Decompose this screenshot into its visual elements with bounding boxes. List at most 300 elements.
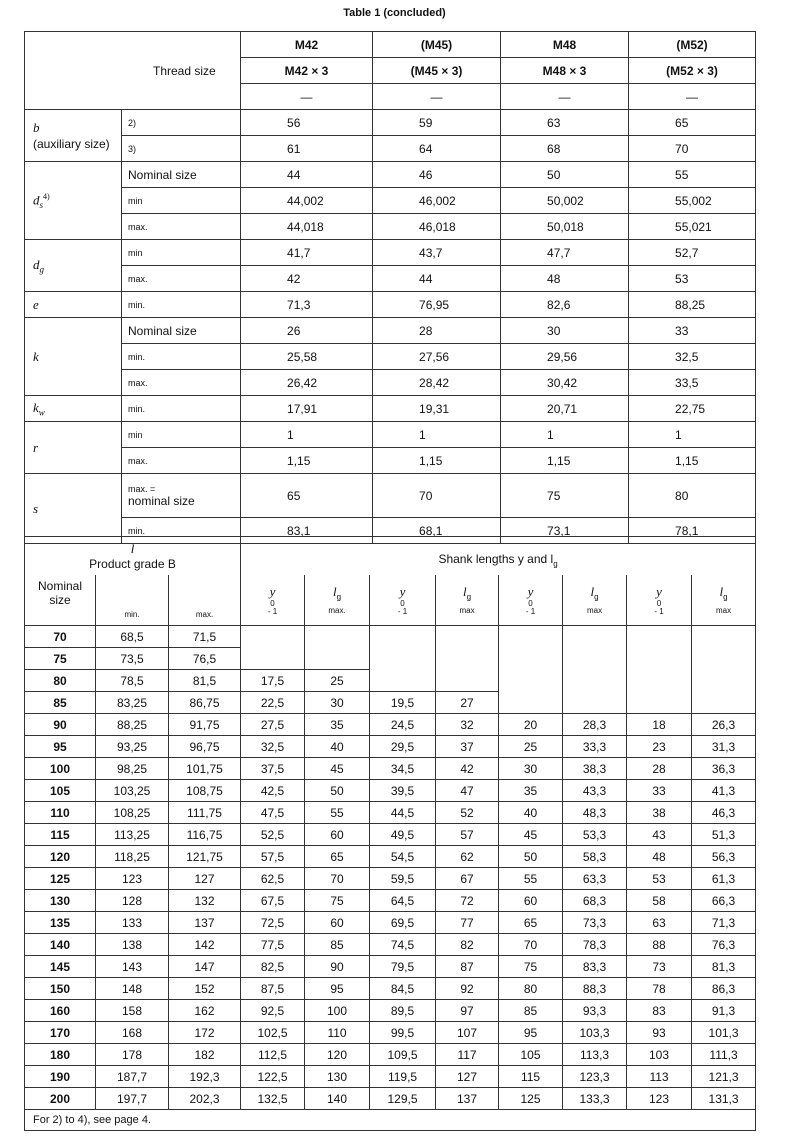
thread-third: —	[430, 89, 443, 104]
empty-cell	[692, 692, 756, 714]
b-row2-value	[629, 110, 756, 136]
lg-max-value	[563, 956, 627, 978]
s-max-value	[501, 474, 629, 518]
row-label: min	[128, 429, 143, 440]
cell-value: 81,3	[711, 959, 736, 974]
cell-value: 34,5	[390, 761, 415, 776]
cell-value: 64	[419, 141, 433, 156]
lg-max-value	[436, 956, 499, 978]
tolerance-lower: - 1	[525, 606, 536, 616]
y-value	[241, 890, 305, 912]
cell-value: 30,42	[547, 375, 578, 390]
row-ds-max	[25, 214, 756, 240]
lg-max-value	[305, 824, 370, 846]
cell-value: 95	[53, 739, 67, 754]
lg-max-value	[436, 978, 499, 1000]
dimensions-table	[24, 31, 756, 544]
cell-value: 70	[523, 937, 538, 952]
y-value	[370, 1022, 436, 1044]
lg-max-value	[563, 934, 627, 956]
lg-max-value	[436, 802, 499, 824]
thread-size-cell	[501, 32, 629, 58]
y-value	[370, 736, 436, 758]
thread-size: (M45)	[420, 37, 453, 52]
cell-value: 20,71	[547, 401, 578, 416]
table-row	[25, 692, 756, 714]
cell-value: 131,3	[708, 1091, 739, 1106]
y-value	[370, 912, 436, 934]
nominal-size-value	[25, 1044, 96, 1066]
cell-value: 46,002	[419, 193, 456, 208]
ds-min-value	[241, 188, 373, 214]
cell-value: 86,3	[711, 981, 736, 996]
symbol: b	[33, 119, 40, 135]
y-value	[499, 868, 563, 890]
y-value	[241, 912, 305, 934]
cell-value: 66,3	[711, 893, 736, 908]
empty-cell	[563, 648, 627, 670]
cell-value: 172	[194, 1025, 215, 1040]
symbol: d	[33, 256, 40, 272]
y-value	[241, 1066, 305, 1088]
length-header-cell	[25, 537, 241, 576]
cell-value: 35	[523, 783, 538, 798]
footnote-ref: 4)	[43, 191, 50, 201]
cell-value: 28	[419, 323, 433, 338]
row-kw-min	[25, 396, 756, 422]
cell-value: 148	[121, 981, 143, 996]
cell-value: 55	[330, 805, 344, 820]
cell-value: 48	[652, 849, 666, 864]
thread-third-cell	[373, 84, 501, 110]
lg-max-value	[436, 1088, 499, 1110]
k-max-value	[373, 370, 501, 396]
nominal-size-value	[25, 758, 96, 780]
length-min-value	[96, 912, 169, 934]
empty-cell	[627, 670, 692, 692]
length-symbol: l	[130, 541, 135, 556]
lg-max-value	[305, 1022, 370, 1044]
cell-value: 101,75	[186, 761, 223, 776]
y-value	[499, 1066, 563, 1088]
cell-value: 50,018	[547, 219, 584, 234]
cell-value: 36,3	[711, 761, 736, 776]
cell-value: 91,3	[711, 1003, 736, 1018]
cell-value: 73,1	[547, 523, 571, 538]
length-max-value	[169, 978, 241, 1000]
cell-value: 56	[287, 115, 301, 130]
ds-max-value	[241, 214, 373, 240]
empty-cell	[436, 648, 499, 670]
nominal-label: Nominal	[37, 579, 82, 593]
cell-value: 40	[523, 805, 538, 820]
cell-value: 182	[194, 1047, 215, 1062]
cell-value: 113,25	[114, 827, 150, 842]
dg-max-value	[373, 266, 501, 292]
cell-value: 85	[53, 695, 67, 710]
cell-value: 79,5	[390, 959, 415, 974]
subheader-note: max	[459, 605, 475, 615]
row-label: max. =	[128, 483, 156, 494]
cell-value: 19,31	[419, 401, 450, 416]
column-label: max.	[195, 610, 214, 619]
cell-value: 61	[287, 141, 301, 156]
cell-value: 76,95	[419, 297, 450, 312]
cell-value: 42	[460, 761, 474, 776]
row-label: min.	[128, 403, 146, 414]
empty-cell	[305, 648, 370, 670]
cell-value: 63	[547, 115, 561, 130]
size-label: size	[49, 593, 71, 607]
footnote-row	[25, 1110, 756, 1131]
cell-value: 160	[49, 1003, 71, 1018]
shank-lengths-table	[24, 536, 756, 1131]
lg-max-value	[305, 714, 370, 736]
cell-value: 30	[523, 761, 538, 776]
cell-value: 130	[49, 893, 71, 908]
nominal-size-value	[25, 714, 96, 736]
table-row	[25, 1066, 756, 1088]
y-value	[241, 978, 305, 1000]
cell-value: 61,3	[711, 871, 736, 886]
cell-value: 33,5	[675, 375, 699, 390]
cell-value: 39,5	[390, 783, 415, 798]
cell-value: 202,3	[189, 1091, 220, 1106]
dg-min-value	[501, 240, 629, 266]
row-dg-max	[25, 266, 756, 292]
thread-pitch-cell	[501, 58, 629, 84]
lg-max-value	[305, 1000, 370, 1022]
cell-value: 98,25	[116, 761, 148, 776]
cell-value: 88	[652, 937, 666, 952]
y-value	[499, 780, 563, 802]
nominal-size-value	[25, 934, 96, 956]
length-max-value	[169, 956, 241, 978]
cell-value: 65	[287, 488, 301, 503]
cell-value: 41,3	[711, 783, 736, 798]
lower-header-row-1	[25, 537, 756, 576]
cell-value: 60	[523, 893, 538, 908]
empty-cell	[436, 670, 499, 692]
cell-value: 57	[460, 827, 474, 842]
row-label: 3)	[128, 143, 137, 154]
cell-value: 33,3	[582, 739, 607, 754]
length-max-value	[169, 1000, 241, 1022]
y-value	[370, 758, 436, 780]
cell-value: 50	[523, 849, 538, 864]
cell-value: 168	[121, 1025, 143, 1040]
cell-value: 89,5	[390, 1003, 415, 1018]
cell-value: 111,75	[187, 805, 222, 820]
dg-min-value	[373, 240, 501, 266]
cell-value: 113,3	[579, 1047, 610, 1062]
cell-value: 60	[330, 827, 344, 842]
row-label: nominal size	[128, 493, 195, 508]
subheader-note: max	[715, 605, 732, 615]
cell-value: 47,5	[260, 805, 285, 820]
thread-size-cell	[629, 32, 756, 58]
cell-value: 127	[194, 871, 215, 886]
y-value	[499, 802, 563, 824]
lg-max-value	[436, 1000, 499, 1022]
nominal-size-value	[25, 1000, 96, 1022]
cell-value: 140	[327, 1091, 348, 1106]
subheader-symbol: y	[656, 583, 662, 599]
lower-header-row-2	[25, 575, 756, 626]
lg-max-value	[563, 714, 627, 736]
y-value	[241, 692, 305, 714]
empty-cell	[627, 692, 692, 714]
cell-value: 82,6	[547, 297, 571, 312]
cell-value: 78,1	[675, 523, 699, 538]
y-value	[627, 758, 692, 780]
cell-value: 103	[649, 1047, 670, 1062]
cell-value: 53,3	[582, 827, 607, 842]
cell-value: 122,5	[257, 1069, 288, 1084]
cell-value: 26,3	[711, 717, 736, 732]
param-ds-cell	[25, 162, 122, 240]
cell-value: 75	[523, 959, 538, 974]
empty-cell	[499, 692, 563, 714]
symbol: d	[33, 191, 40, 207]
subheader-note: max.	[328, 605, 346, 615]
length-max-value	[169, 890, 241, 912]
cell-value: 46,018	[419, 219, 456, 234]
table-row	[25, 648, 756, 670]
shank-lengths-label: Shank lengths y and l	[438, 551, 554, 566]
cell-value: 71,3	[287, 297, 311, 312]
length-min-value	[96, 692, 169, 714]
subheader-subscript: g	[466, 592, 472, 602]
cell-value: 33	[652, 783, 666, 798]
lg-max-value	[692, 956, 756, 978]
lg-max-value	[305, 758, 370, 780]
cell-value: 127	[457, 1069, 478, 1084]
lg-max-value	[305, 1088, 370, 1110]
cell-value: 117	[457, 1047, 477, 1062]
lg-max-value	[563, 758, 627, 780]
cell-value: 82,5	[260, 959, 285, 974]
length-min-value	[96, 1044, 169, 1066]
cell-value: 50	[330, 783, 344, 798]
k-nominal-value	[241, 318, 373, 344]
cell-value: 58,3	[582, 849, 607, 864]
cell-value: 52,5	[260, 827, 285, 842]
y-value	[627, 868, 692, 890]
r-min-value	[241, 422, 373, 448]
y-value	[370, 890, 436, 912]
y-value	[370, 780, 436, 802]
length-min-value	[96, 1066, 169, 1088]
param-kw-cell	[25, 396, 122, 422]
row-label: max.	[128, 273, 148, 284]
row-ds-min	[25, 188, 756, 214]
nominal-size-value	[25, 736, 96, 758]
r-max-value	[501, 448, 629, 474]
cell-value: 190	[49, 1069, 71, 1084]
cell-value: 37	[460, 739, 474, 754]
cell-value: 110	[50, 805, 70, 820]
cell-value: 58	[652, 893, 666, 908]
cell-value: 68,1	[419, 523, 443, 538]
symbol: s	[33, 500, 39, 516]
cell-value: 96,75	[189, 739, 220, 754]
empty-cell	[627, 626, 692, 648]
k-max-value	[241, 370, 373, 396]
y-value	[241, 736, 305, 758]
lg-max-value	[563, 1022, 627, 1044]
lg-max-value	[436, 736, 499, 758]
y-value	[370, 956, 436, 978]
empty-cell	[305, 626, 370, 648]
cell-value: 41,7	[287, 245, 311, 260]
lg-max-value	[305, 780, 370, 802]
length-min-value	[96, 714, 169, 736]
empty-cell	[627, 648, 692, 670]
row-r-min	[25, 422, 756, 448]
thread-size-cell	[373, 32, 501, 58]
y-value	[241, 1044, 305, 1066]
table-row	[25, 670, 756, 692]
thread-third-cell	[629, 84, 756, 110]
cell-value: 45	[523, 827, 538, 842]
cell-value: 121,75	[186, 849, 223, 864]
lg-max-value	[436, 714, 499, 736]
cell-value: 24,5	[390, 717, 415, 732]
cell-value: 20	[523, 717, 538, 732]
cell-value: 55	[523, 871, 538, 886]
empty-cell	[499, 670, 563, 692]
lg-max-value	[305, 802, 370, 824]
cell-value: 75	[547, 488, 561, 503]
cell-value: 69,5	[390, 915, 415, 930]
cell-value: 55,002	[675, 193, 712, 208]
footnote-text: For 2) to 4), see page 4.	[33, 1114, 152, 1126]
cell-value: 70	[53, 629, 67, 644]
cell-value: 68	[547, 141, 561, 156]
shank-subheader-3	[436, 575, 499, 626]
cell-value: 55,021	[675, 219, 712, 234]
lg-max-value	[692, 1000, 756, 1022]
cell-value: 123	[649, 1091, 670, 1106]
cell-value: 100	[49, 761, 71, 776]
cell-value: 192,3	[189, 1069, 220, 1084]
empty-cell	[370, 626, 436, 648]
cell-value: 83,1	[287, 523, 311, 538]
cell-value: 73,3	[582, 915, 607, 930]
y-value	[370, 1088, 436, 1110]
ds-nominal-value	[373, 162, 501, 188]
cell-value: 88,3	[582, 981, 607, 996]
cell-value: 85	[330, 937, 344, 952]
e-min-value	[501, 292, 629, 318]
cell-value: 70	[330, 871, 344, 886]
y-value	[370, 1066, 436, 1088]
symbol: k	[33, 348, 39, 364]
cell-value: 97	[460, 1003, 474, 1018]
nominal-size-value	[25, 1088, 96, 1110]
row-e-min	[25, 292, 756, 318]
y-value	[627, 1044, 692, 1066]
cell-value: 116,75	[186, 827, 223, 842]
cell-value: 59	[419, 115, 433, 130]
length-max-value	[169, 670, 241, 692]
cell-value: 44	[419, 271, 433, 286]
cell-value: 42,5	[260, 783, 285, 798]
cell-value: 77	[460, 915, 474, 930]
ds-min-value	[629, 188, 756, 214]
cell-value: 88,25	[675, 297, 706, 312]
y-value	[241, 956, 305, 978]
row-r-max	[25, 448, 756, 474]
dg-min-label-cell	[122, 240, 241, 266]
cell-value: 100	[327, 1003, 348, 1018]
r-max-value	[241, 448, 373, 474]
length-min-value	[96, 780, 169, 802]
cell-value: 128	[121, 893, 143, 908]
shank-subheader-5	[563, 575, 627, 626]
s-max-value	[241, 474, 373, 518]
y-value	[241, 670, 305, 692]
k-nominal-value	[629, 318, 756, 344]
row-label: Nominal size	[128, 167, 197, 182]
cell-value: 35	[330, 717, 344, 732]
cell-value: 123	[121, 871, 143, 886]
cell-value: 25	[330, 673, 344, 688]
cell-value: 125	[49, 871, 71, 886]
lg-max-value	[563, 1044, 627, 1066]
shank-subheader-7	[692, 575, 756, 626]
dg-min-value	[241, 240, 373, 266]
cell-value: 87,5	[260, 981, 285, 996]
b-description: (auxiliary size)	[33, 136, 110, 151]
ds-nominal-label-cell	[122, 162, 241, 188]
b-row2-value	[373, 110, 501, 136]
length-min-value	[96, 846, 169, 868]
nominal-size-value	[25, 780, 96, 802]
cell-value: 135	[49, 915, 71, 930]
thread-pitch: M48 × 3	[542, 63, 587, 78]
lg-max-value	[436, 890, 499, 912]
y-value	[370, 868, 436, 890]
cell-value: 68,3	[582, 893, 607, 908]
length-min-value	[96, 978, 169, 1000]
cell-value: 113	[649, 1069, 669, 1084]
b-row2-value	[241, 110, 373, 136]
ds-min-value	[373, 188, 501, 214]
cell-value: 57,5	[260, 849, 285, 864]
cell-value: 67,5	[260, 893, 285, 908]
thread-pitch-cell	[629, 58, 756, 84]
length-max-value	[169, 868, 241, 890]
cell-value: 132,5	[257, 1091, 288, 1106]
nominal-size-header	[25, 575, 96, 626]
row-label: min.	[128, 525, 146, 536]
y-value	[241, 802, 305, 824]
thread-size-label: Thread size	[153, 63, 216, 78]
subheader-subscript: g	[594, 592, 599, 602]
table-row	[25, 1022, 756, 1044]
table-row	[25, 758, 756, 780]
length-min-value	[96, 1022, 169, 1044]
lg-max-value	[563, 802, 627, 824]
cell-value: 29,5	[390, 739, 415, 754]
cell-value: 95	[330, 981, 344, 996]
cell-value: 59,5	[390, 871, 415, 886]
y-value	[370, 978, 436, 1000]
table-row	[25, 780, 756, 802]
length-max-value	[169, 934, 241, 956]
